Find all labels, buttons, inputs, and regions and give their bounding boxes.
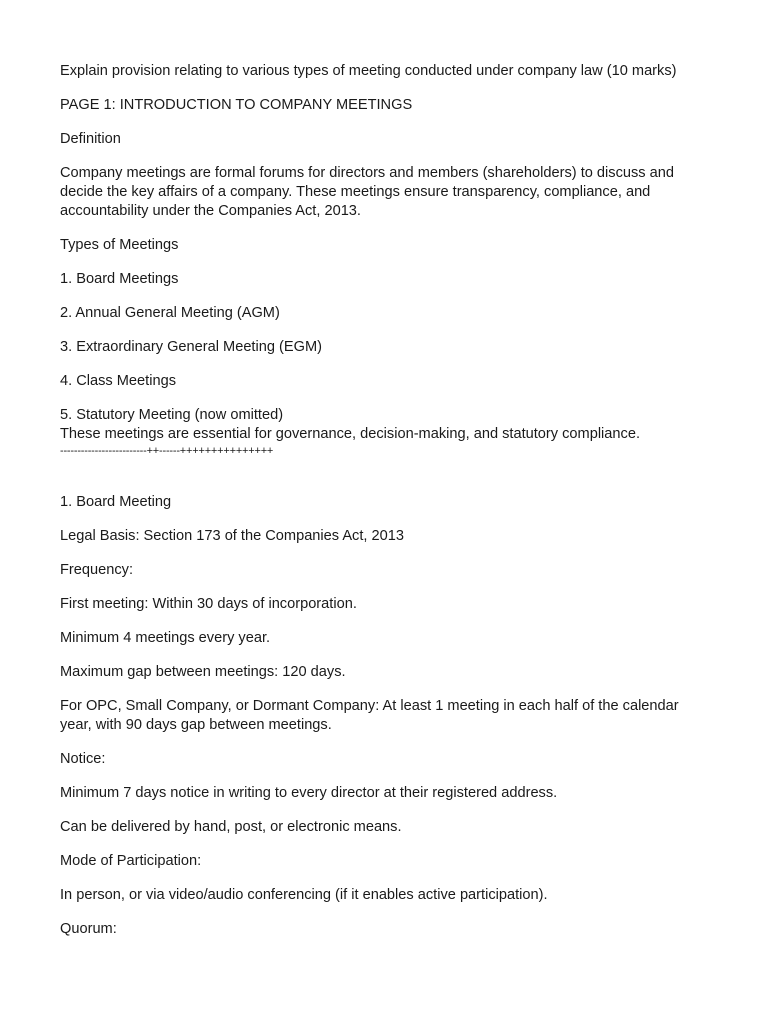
document-body <box>60 62 708 939</box>
frequency-item-gap: Maximum gap between meetings: 120 days. <box>60 664 346 680</box>
types-summary: These meetings are essential for governance, decision-making, and statutory compliance. <box>60 426 641 442</box>
frequency-label: Frequency: <box>60 562 134 578</box>
question-title: Explain provision relating to various types of meeting conducted under company law (10 marks) <box>60 63 677 79</box>
quorum-label: Quorum: <box>60 921 117 937</box>
type-item-statutory: 5. Statutory Meeting (now omitted) <box>60 407 284 423</box>
text-divider: -------------------------++------+++++++++++++++ <box>60 445 274 457</box>
page-heading: PAGE 1: INTRODUCTION TO COMPANY MEETINGS <box>60 97 413 113</box>
board-meeting-heading: 1. Board Meeting <box>60 494 172 510</box>
types-heading: Types of Meetings <box>60 237 179 253</box>
definition-paragraph: Company meetings are formal forums for directors and members (shareholders) to discuss and decide the key affairs of a company. These meetings ensure transparency, compliance, and accountability under the Companies Act, 2013. <box>60 165 679 219</box>
definition-heading: Definition <box>60 131 121 147</box>
type-item-agm: 2. Annual General Meeting (AGM) <box>60 305 280 321</box>
type-item-egm: 3. Extraordinary General Meeting (EGM) <box>60 339 322 355</box>
notice-item-days: Minimum 7 days notice in writing to every director at their registered address. <box>60 785 558 801</box>
notice-item-delivery: Can be delivered by hand, post, or electronic means. <box>60 819 402 835</box>
legal-basis: Legal Basis: Section 173 of the Companies Act, 2013 <box>60 528 404 544</box>
frequency-item-opc: For OPC, Small Company, or Dormant Company: At least 1 meeting in each half of the calendar year, with 90 days gap between meetings. <box>60 698 683 733</box>
frequency-item-first: First meeting: Within 30 days of incorporation. <box>60 596 357 612</box>
notice-label: Notice: <box>60 751 106 767</box>
participation-label: Mode of Participation: <box>60 853 202 869</box>
frequency-item-minimum: Minimum 4 meetings every year. <box>60 630 271 646</box>
participation-text: In person, or via video/audio conferencing (if it enables active participation). <box>60 887 548 903</box>
type-item-class: 4. Class Meetings <box>60 373 176 389</box>
type-item-board: 1. Board Meetings <box>60 271 179 287</box>
